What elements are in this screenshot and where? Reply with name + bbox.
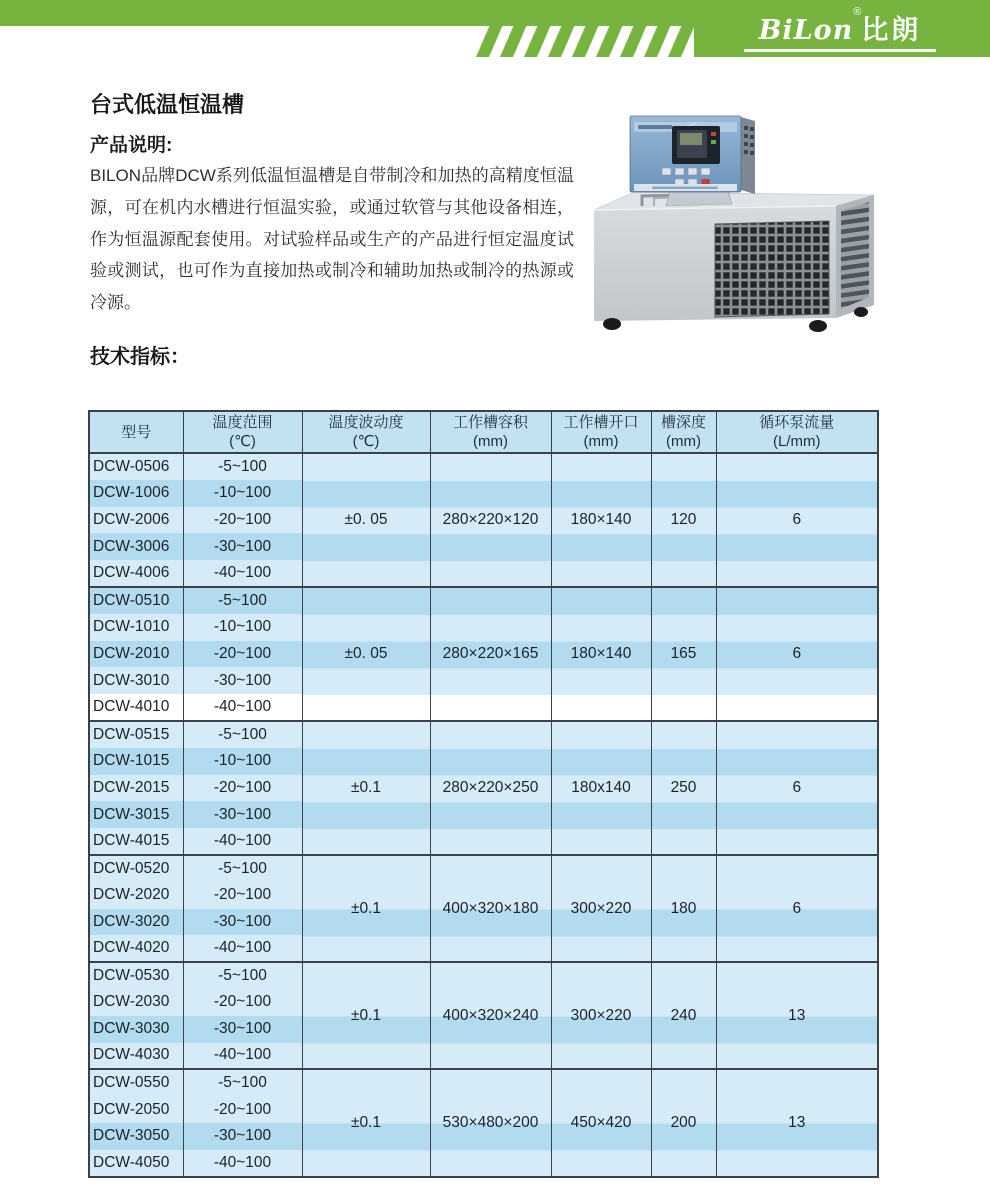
model-cell: DCW-1010 (89, 614, 183, 641)
product-description-text: BILON品牌DCW系列低温恒温槽是自带制冷和加热的高精度恒温源，可在机内水槽进行恒温实验，或通过软管与其他设备相连，作为恒温源配套使用。对试验样品或生产的产品进行恒定温度试验或测试，也可作为直接加热或制冷和辅助加热或制冷的热源或冷源。 (90, 166, 574, 313)
spec-cell: 400×320×180 (430, 855, 551, 962)
spec-cell: 6 (716, 587, 878, 721)
front-vent-grille (715, 221, 829, 317)
temp-range-cell: -5~100 (183, 587, 302, 614)
temp-range-cell: -40~100 (183, 1150, 302, 1177)
temp-range-cell: -20~100 (183, 641, 302, 668)
temp-range-cell: -40~100 (183, 828, 302, 855)
registered-trademark-icon: ® (853, 6, 862, 18)
temp-range-cell: -20~100 (183, 775, 302, 802)
model-cell: DCW-4010 (89, 694, 183, 721)
model-cell: DCW-0520 (89, 855, 183, 882)
temp-range-cell: -10~100 (183, 614, 302, 641)
product-description-heading: 产品说明: (90, 135, 173, 156)
spec-cell: 180×140 (551, 453, 651, 587)
model-group (89, 962, 878, 1069)
spec-table (88, 410, 879, 1178)
spec-cell: 530×480×200 (430, 1069, 551, 1176)
spec-cell: 13 (716, 1069, 878, 1176)
column-header: 温度范围 (℃) (183, 411, 302, 453)
foot (854, 307, 868, 317)
spec-cell: ±0.1 (302, 721, 430, 855)
spec-cell: ±0.1 (302, 1069, 430, 1176)
model-cell: DCW-2006 (89, 507, 183, 534)
model-group (89, 587, 878, 721)
model-cell: DCW-3050 (89, 1123, 183, 1150)
model-cell: DCW-0506 (89, 453, 183, 480)
model-cell: DCW-3020 (89, 909, 183, 936)
model-group (89, 721, 878, 855)
column-header: 工作槽开口 (mm) (551, 411, 651, 453)
temp-range-cell: -20~100 (183, 882, 302, 909)
spec-cell: 240 (651, 962, 716, 1069)
temp-range-cell: -30~100 (183, 909, 302, 936)
model-group (89, 1069, 878, 1176)
spec-cell: 400×320×240 (430, 962, 551, 1069)
spec-cell: 300×220 (551, 962, 651, 1069)
spec-cell: ±0.1 (302, 962, 430, 1069)
model-cell: DCW-0550 (89, 1069, 183, 1096)
product-photo (578, 100, 978, 340)
temp-range-cell: -5~100 (183, 1069, 302, 1096)
temp-range-cell: -20~100 (183, 1096, 302, 1123)
spec-cell: 280×220×250 (430, 721, 551, 855)
table-row (89, 1069, 878, 1096)
temp-range-cell: -20~100 (183, 989, 302, 1016)
spec-cell: ±0. 05 (302, 587, 430, 721)
header-row (89, 411, 878, 453)
table-row (89, 453, 878, 480)
column-header: 槽深度 (mm) (651, 411, 716, 453)
model-cell: DCW-4050 (89, 1150, 183, 1177)
spec-cell: 450×420 (551, 1069, 651, 1176)
temp-range-cell: -20~100 (183, 507, 302, 534)
model-cell: DCW-4015 (89, 828, 183, 855)
model-cell: DCW-3030 (89, 1016, 183, 1043)
table-row (89, 587, 878, 614)
table-row (89, 721, 878, 748)
temp-range-cell: -5~100 (183, 855, 302, 882)
temp-range-cell: -30~100 (183, 801, 302, 828)
model-cell: DCW-1015 (89, 748, 183, 775)
model-cell: DCW-0530 (89, 962, 183, 989)
spec-cell: 180 (651, 855, 716, 962)
column-header: 温度波动度 (℃) (302, 411, 430, 453)
model-cell: DCW-4030 (89, 1043, 183, 1070)
temp-range-cell: -30~100 (183, 533, 302, 560)
spec-cell: 6 (716, 855, 878, 962)
column-header: 工作槽容积 (mm) (430, 411, 551, 453)
spec-cell: 200 (651, 1069, 716, 1176)
column-header: 循环泵流量 (L/mm) (716, 411, 878, 453)
model-cell: DCW-3010 (89, 667, 183, 694)
brand-logo-script: BiLon (758, 15, 854, 46)
temp-range-cell: -5~100 (183, 453, 302, 480)
temp-range-cell: -5~100 (183, 962, 302, 989)
temp-range-cell: -30~100 (183, 1016, 302, 1043)
model-cell: DCW-4006 (89, 560, 183, 587)
column-header: 型号 (89, 411, 183, 453)
model-cell: DCW-2050 (89, 1096, 183, 1123)
table-row (89, 962, 878, 989)
table-row (89, 855, 878, 882)
spec-cell: 180x140 (551, 721, 651, 855)
model-cell: DCW-3015 (89, 801, 183, 828)
spec-cell: 6 (716, 453, 878, 587)
spec-cell: 280×220×165 (430, 587, 551, 721)
spec-cell: ±0. 05 (302, 453, 430, 587)
foot (809, 320, 827, 332)
tech-spec-heading: 技术指标： (90, 346, 190, 368)
temp-range-cell: -40~100 (183, 560, 302, 587)
temp-range-cell: -5~100 (183, 721, 302, 748)
spec-cell: 250 (651, 721, 716, 855)
spec-cell: 300×220 (551, 855, 651, 962)
model-cell: DCW-4020 (89, 935, 183, 962)
brand-logo (744, 8, 936, 52)
model-cell: DCW-1006 (89, 480, 183, 507)
model-group (89, 855, 878, 962)
brand-header (0, 0, 990, 60)
spec-cell: 165 (651, 587, 716, 721)
temp-range-cell: -30~100 (183, 667, 302, 694)
model-group (89, 453, 878, 587)
model-cell: DCW-2020 (89, 882, 183, 909)
temp-range-cell: -40~100 (183, 1043, 302, 1070)
model-cell: DCW-2030 (89, 989, 183, 1016)
model-cell: DCW-0510 (89, 587, 183, 614)
side-vent-grille (841, 202, 869, 309)
foot (603, 318, 621, 330)
temp-range-cell: -40~100 (183, 694, 302, 721)
temp-range-cell: -40~100 (183, 935, 302, 962)
spec-cell: 13 (716, 962, 878, 1069)
page-title: 台式低温恒温槽 (90, 92, 245, 117)
temp-range-cell: -10~100 (183, 748, 302, 775)
brand-logo-chinese: 比朗 (861, 15, 922, 45)
temp-range-cell: -10~100 (183, 480, 302, 507)
temp-range-cell: -30~100 (183, 1123, 302, 1150)
model-cell: DCW-0515 (89, 721, 183, 748)
model-cell: DCW-2010 (89, 641, 183, 668)
model-cell: DCW-3006 (89, 533, 183, 560)
spec-cell: 6 (716, 721, 878, 855)
spec-cell: 180×140 (551, 587, 651, 721)
spec-cell: 120 (651, 453, 716, 587)
spec-cell: 280×220×120 (430, 453, 551, 587)
model-cell: DCW-2015 (89, 775, 183, 802)
spec-cell: ±0.1 (302, 855, 430, 962)
